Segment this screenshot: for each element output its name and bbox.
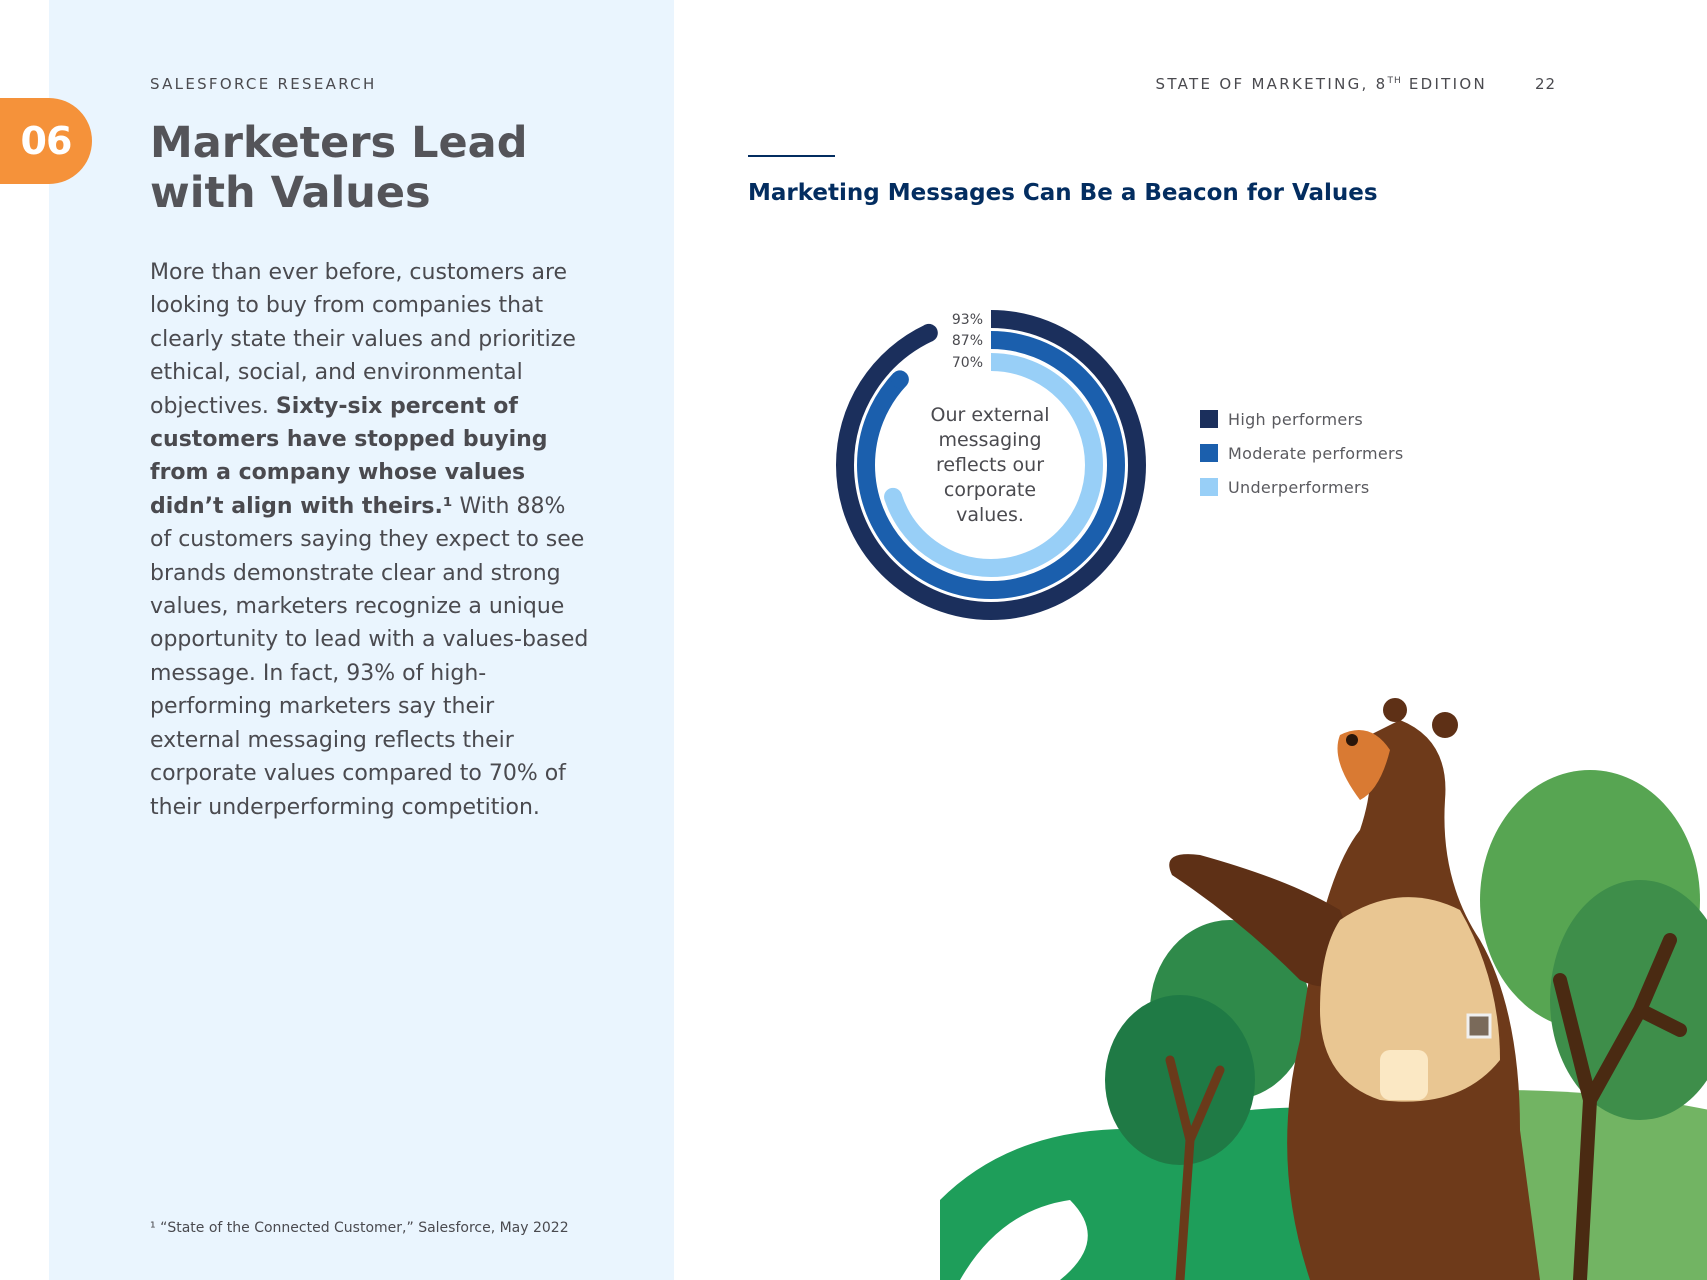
chapter-number-badge: 06 xyxy=(0,98,92,184)
radial-bar-value-label: 70% xyxy=(951,355,983,371)
radial-bar-value-label: 87% xyxy=(951,333,983,349)
section-title-line2: with Values xyxy=(150,168,431,218)
radial-bar-end-cap xyxy=(884,488,902,506)
page-number: 22 xyxy=(1535,75,1557,93)
legend-label: Underperformers xyxy=(1228,477,1370,497)
body-intro: More than ever before, customers are looking to buy from companies that clearly state their values and prioritize ethical, social, and environmental objectives. xyxy=(150,260,576,419)
section-title-line1: Marketers Lead xyxy=(150,118,528,168)
running-head-main: STATE OF MARKETING, 8 xyxy=(1155,75,1388,93)
bear-mascot-pointing-illustration xyxy=(940,680,1707,1280)
chart-center-label: Our external messaging reflects our corporate values. xyxy=(930,404,1050,526)
chart-legend xyxy=(1200,402,1404,504)
footnote: ¹ “State of the Connected Customer,” Salesforce, May 2022 xyxy=(150,1220,569,1236)
legend-item xyxy=(1200,470,1404,504)
radial-bar-end-cap xyxy=(920,324,938,342)
radial-bar-value-label: 93% xyxy=(951,312,983,328)
running-head-edition: EDITION xyxy=(1401,75,1487,93)
legend-swatch xyxy=(1200,410,1218,428)
chart-title: Marketing Messages Can Be a Beacon for Values xyxy=(748,180,1378,206)
legend-swatch xyxy=(1200,478,1218,496)
kicker: SALESFORCE RESEARCH xyxy=(150,75,377,93)
legend-swatch xyxy=(1200,444,1218,462)
radial-bar-end-cap xyxy=(891,370,909,388)
legend-item xyxy=(1200,436,1404,470)
legend-label: High performers xyxy=(1228,409,1363,429)
body-bold-stat: Sixty-six percent of customers have stopped buying from a company whose values didn’t align with theirs.¹ xyxy=(150,393,548,519)
running-head-sup: TH xyxy=(1387,76,1402,86)
body-rest: With 88% of customers saying they expect to see brands demonstrate clear and strong values, marketers recognize a unique opportunity to lead with a values-based message. In fact, 93% of high-performing marketers say their external messaging reflects their corporate values compared to 70% of their underperforming competition. xyxy=(150,493,589,820)
legend-label: Moderate performers xyxy=(1228,443,1404,463)
legend-item xyxy=(1200,402,1404,436)
